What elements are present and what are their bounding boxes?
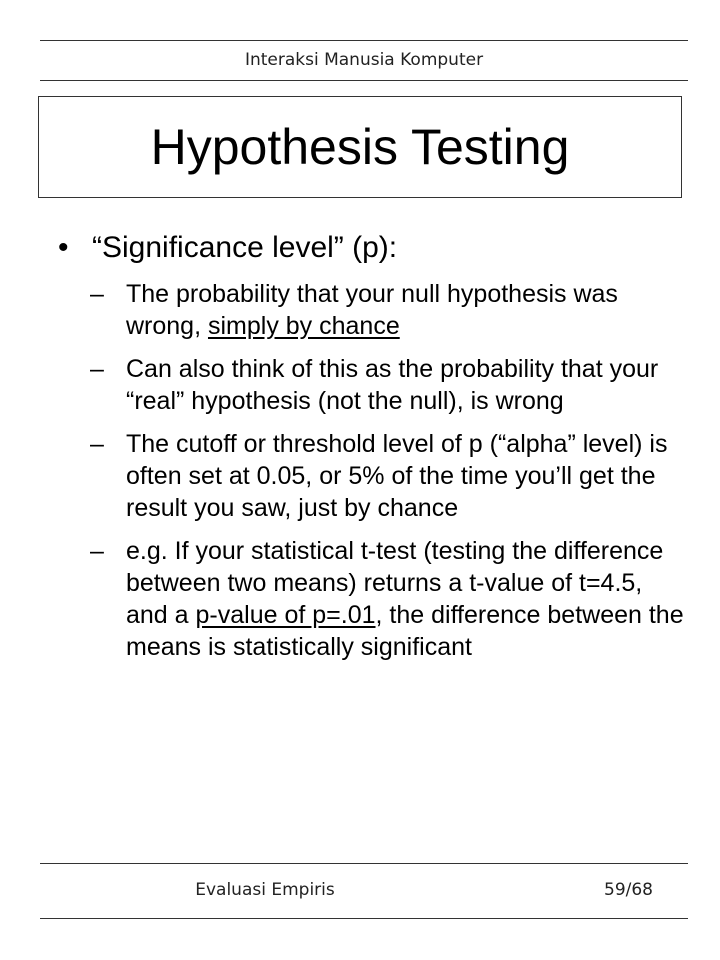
dash-marker: – bbox=[90, 355, 104, 383]
subpoint-text-part: , the difference between the means is statistically significant bbox=[126, 601, 684, 661]
subpoint-text-part: The probability that your null hypothesis was wrong, bbox=[126, 280, 618, 340]
dash-marker: – bbox=[90, 280, 104, 308]
bullet-marker: • bbox=[58, 231, 69, 264]
underlined-phrase: simply by chance bbox=[207, 312, 400, 340]
subpoint-list bbox=[90, 278, 690, 674]
header-course-title: Interaksi Manusia Komputer bbox=[244, 50, 484, 70]
subpoint-4 bbox=[90, 535, 690, 663]
footer-top-rule bbox=[40, 863, 688, 864]
underlined-phrase: p-value of p=.01 bbox=[195, 601, 376, 629]
slide-title: Hypothesis Testing bbox=[150, 119, 570, 175]
header-bottom-rule bbox=[40, 80, 688, 81]
main-bullet-text: “Significance level” (p): bbox=[92, 231, 398, 264]
dash-marker: – bbox=[90, 430, 104, 458]
footer-bottom-rule bbox=[40, 918, 688, 919]
header-top-rule bbox=[40, 40, 688, 41]
dash-marker: – bbox=[90, 537, 104, 565]
subpoint-text: The cutoff or threshold level of p (“alpha” level) is often set at 0.05, or 5% of the time you’ll get the result you saw, just by chance bbox=[126, 430, 668, 522]
page-number: 59/68 bbox=[604, 880, 653, 900]
subpoint-text bbox=[126, 278, 690, 342]
subpoint-text bbox=[126, 535, 690, 663]
subpoint-3 bbox=[90, 428, 690, 524]
footer-section-title: Evaluasi Empiris bbox=[195, 880, 335, 900]
subpoint-2 bbox=[90, 353, 690, 417]
subpoint-text: Can also think of this as the probability that your “real” hypothesis (not the null), is wrong bbox=[126, 355, 659, 415]
main-bullet bbox=[58, 228, 397, 268]
title-box bbox=[38, 96, 682, 198]
subpoint-text-part: e.g. If your statistical t-test (testing the difference between two means) returns a t-value of t=4.5, and a bbox=[126, 537, 664, 629]
subpoint-1 bbox=[90, 278, 690, 342]
